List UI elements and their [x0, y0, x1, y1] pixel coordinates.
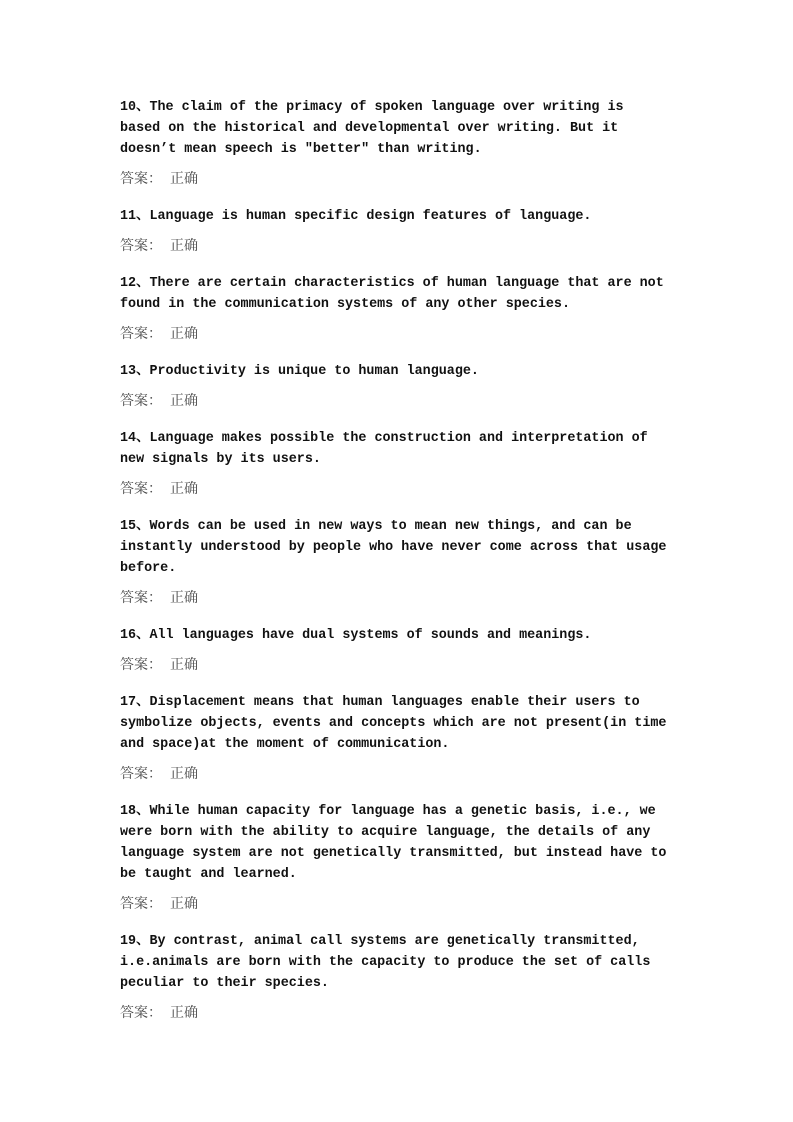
question-text-line: doesn’t mean speech is "better" than writing.: [120, 142, 482, 157]
question-text-line: new signals by its users.: [120, 452, 321, 467]
answer-row: [120, 324, 720, 345]
answer-row: [120, 1003, 720, 1024]
answer-value: 正确: [170, 657, 198, 673]
answer-label: 答案：: [120, 238, 162, 254]
answer-label: 答案：: [120, 657, 162, 673]
question-text-line: language system are not genetically transmitted, but instead have to: [120, 846, 667, 861]
answer-label: 答案：: [120, 481, 162, 497]
question-text-line: 14、Language makes possible the construction and interpretation of: [120, 431, 648, 446]
answer-row: [120, 588, 720, 609]
question-19: [120, 931, 720, 1024]
question-text-line: 15、Words can be used in new ways to mean new things, and can be: [120, 519, 632, 534]
question-15: [120, 516, 720, 609]
question-text-line: peculiar to their species.: [120, 976, 329, 991]
question-text-line: were born with the ability to acquire language, the details of any: [120, 825, 651, 840]
question-17: [120, 692, 720, 785]
answer-value: 正确: [170, 171, 198, 187]
question-18: [120, 801, 720, 915]
question-text-line: based on the historical and developmental over writing. But it: [120, 121, 619, 136]
question-text-line: 11、Language is human specific design features of language.: [120, 209, 592, 224]
answer-row: [120, 169, 720, 190]
question-text-line: instantly understood by people who have never come across that usage: [120, 540, 667, 555]
question-11: [120, 206, 720, 257]
answer-value: 正确: [170, 766, 198, 782]
answer-value: 正确: [170, 393, 198, 409]
question-text-line: symbolize objects, events and concepts which are not present(in time: [120, 716, 667, 731]
answer-value: 正确: [170, 896, 198, 912]
question-text-line: found in the communication systems of any other species.: [120, 297, 570, 312]
answer-value: 正确: [170, 481, 198, 497]
question-text-line: and space)at the moment of communication.: [120, 737, 450, 752]
question-text-line: 18、While human capacity for language has a genetic basis, i.e., we: [120, 804, 656, 819]
answer-label: 答案：: [120, 896, 162, 912]
answer-label: 答案：: [120, 766, 162, 782]
question-text-line: 10、The claim of the primacy of spoken language over writing is: [120, 100, 624, 115]
answer-row: [120, 894, 720, 915]
question-14: [120, 428, 720, 500]
question-text-line: before.: [120, 561, 177, 576]
answer-label: 答案：: [120, 171, 162, 187]
question-13: [120, 361, 720, 412]
answer-value: 正确: [170, 590, 198, 606]
answer-row: [120, 764, 720, 785]
question-text-line: be taught and learned.: [120, 867, 297, 882]
answer-label: 答案：: [120, 393, 162, 409]
answer-row: [120, 479, 720, 500]
question-10: [120, 97, 720, 190]
question-text-line: 13、Productivity is unique to human language.: [120, 364, 479, 379]
answer-label: 答案：: [120, 590, 162, 606]
question-12: [120, 273, 720, 345]
answer-row: [120, 391, 720, 412]
answer-value: 正确: [170, 1005, 198, 1021]
answer-label: 答案：: [120, 326, 162, 342]
question-text-line: i.e.animals are born with the capacity to produce the set of calls: [120, 955, 651, 970]
question-16: [120, 625, 720, 676]
question-text-line: 17、Displacement means that human languages enable their users to: [120, 695, 640, 710]
question-text-line: 16、All languages have dual systems of sounds and meanings.: [120, 628, 592, 643]
answer-value: 正确: [170, 238, 198, 254]
answer-row: [120, 655, 720, 676]
answer-row: [120, 236, 720, 257]
answer-label: 答案：: [120, 1005, 162, 1021]
question-list: [120, 97, 720, 1024]
question-text-line: 19、By contrast, animal call systems are genetically transmitted,: [120, 934, 640, 949]
question-text-line: 12、There are certain characteristics of human language that are not: [120, 276, 664, 291]
answer-value: 正确: [170, 326, 198, 342]
